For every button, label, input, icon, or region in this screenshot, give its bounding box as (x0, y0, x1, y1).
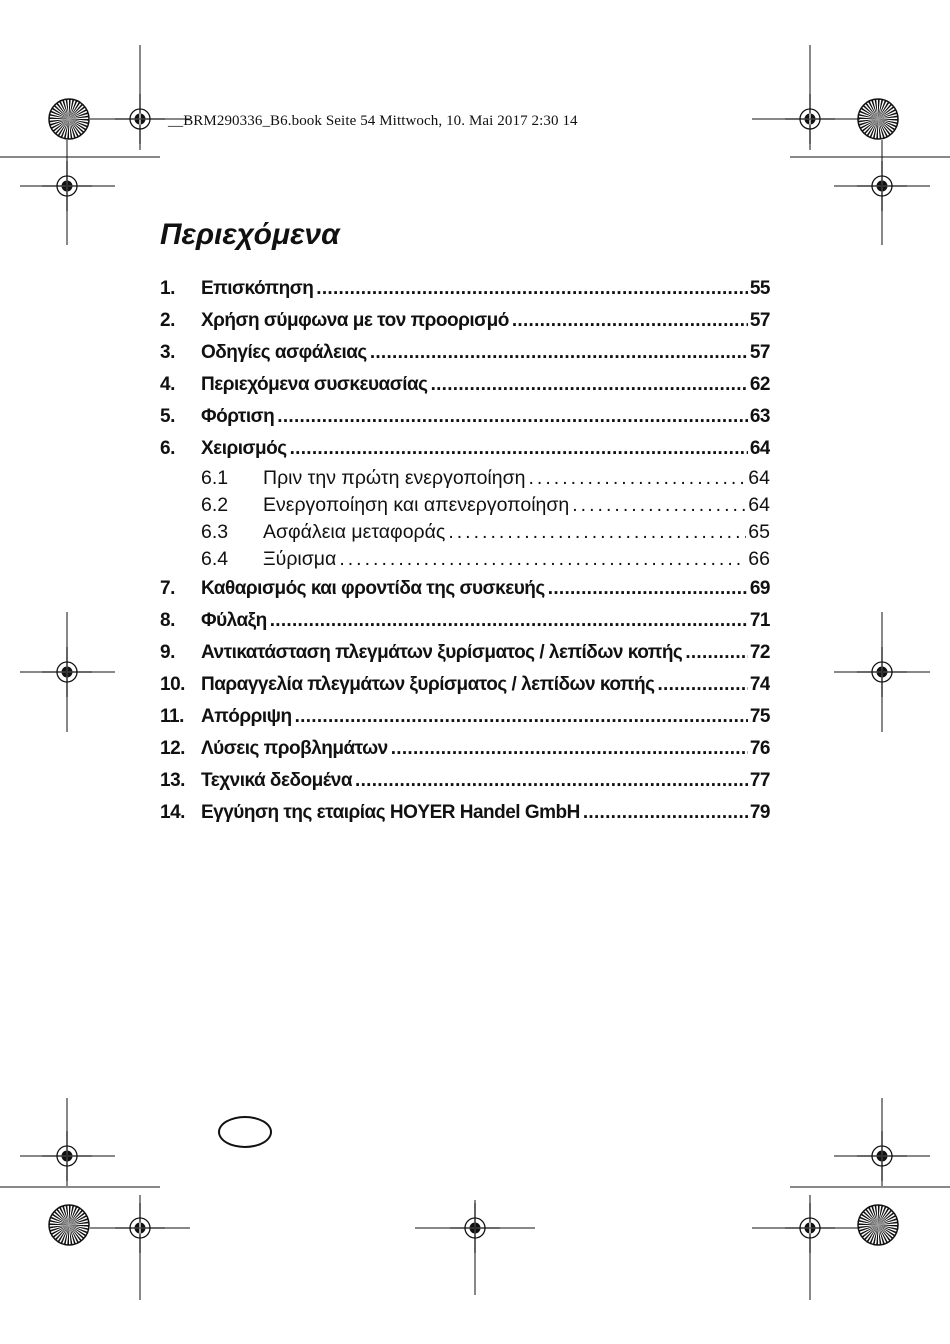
toc-entry-label: Καθαρισμός και φροντίδα της συσκευής (201, 578, 545, 599)
toc-entry-number: 9. (160, 642, 175, 663)
toc-entry (160, 797, 770, 829)
star-target-icon (858, 1205, 898, 1245)
toc-entry (160, 337, 770, 369)
toc-dot-leader (316, 273, 748, 305)
toc-dot-leader (270, 605, 748, 637)
toc-dot-leader (685, 637, 748, 669)
toc-dot-leader (277, 401, 748, 433)
toc-entry-page: 65 (748, 521, 770, 543)
toc-entry (160, 573, 770, 605)
toc-entry-number: 8. (160, 610, 175, 631)
toc-entry (160, 369, 770, 401)
toc-dot-leader (290, 433, 748, 465)
language-badge (218, 1116, 272, 1148)
toc-entry-page: 74 (749, 674, 770, 695)
toc-dot-leader (512, 305, 748, 337)
toc-entry-label: Χειρισμός (201, 438, 287, 459)
star-target-icon (49, 1205, 89, 1245)
toc-entry-number: 6. (160, 438, 175, 459)
toc-entry-page: 76 (749, 738, 770, 759)
toc-dot-leader (431, 369, 748, 401)
toc-entry-number: 6.4 (201, 548, 229, 570)
toc-dot-leader (339, 546, 746, 573)
toc-entry (160, 305, 770, 337)
toc-entry (160, 465, 770, 492)
toc-entry-page: 55 (749, 278, 770, 299)
toc-entry-page: 64 (748, 494, 770, 516)
star-target-icon (49, 99, 89, 139)
toc-entry-number: 1. (160, 278, 175, 299)
toc-entry-label: Ασφάλεια μεταφοράς (263, 521, 446, 543)
toc-entry-page: 64 (749, 438, 770, 459)
toc-entry-number: 6.1 (201, 467, 229, 489)
print-slug: __BRM290336_B6.book Seite 54 Mittwoch, 10. Mai 2017 2:30 14 (168, 113, 578, 129)
toc-entry-number: 11. (160, 706, 184, 727)
toc-entry-page: 79 (749, 802, 770, 823)
toc-entry (160, 546, 770, 573)
toc-entry (160, 733, 770, 765)
toc-entry-label: Οδηγίες ασφάλειας (201, 342, 367, 363)
toc-entry-page: 72 (749, 642, 770, 663)
toc-entry-page: 75 (749, 706, 770, 727)
toc-entry-label: Εγγύηση της εταιρίας HOYER Handel GmbH (201, 802, 580, 823)
toc-entry-number: 14. (160, 802, 185, 823)
toc-entry-label: Λύσεις προβλημάτων (201, 738, 388, 759)
toc-entry-label: Πριν την πρώτη ενεργοποίηση (263, 467, 526, 489)
toc-dot-leader (391, 733, 748, 765)
toc-entry-number: 7. (160, 578, 175, 599)
toc-entry (160, 605, 770, 637)
toc-entry-label: Ξύρισμα (263, 548, 337, 570)
toc-dot-leader (528, 465, 746, 492)
toc-entry-page: 57 (749, 310, 770, 331)
toc-entry-label: Χρήση σύμφωνα με τον προορισμό (201, 310, 509, 331)
toc-entry (160, 669, 770, 701)
toc-entry-page: 57 (749, 342, 770, 363)
toc-entry-number: 2. (160, 310, 175, 331)
toc-entry-number: 5. (160, 406, 175, 427)
toc-dot-leader (657, 669, 747, 701)
toc-entry-label: Αντικατάσταση πλεγμάτων ξυρίσματος / λεπίδων κοπής (201, 642, 683, 663)
toc-entry-number: 12. (160, 738, 185, 759)
toc-entry-number: 3. (160, 342, 175, 363)
toc-dot-leader (572, 492, 746, 519)
toc-entry-number: 6.3 (201, 521, 229, 543)
toc-entry-label: Φύλαξη (201, 610, 267, 631)
toc-entry-number: 6.2 (201, 494, 229, 516)
toc-entry (160, 433, 770, 465)
toc-entry (160, 765, 770, 797)
toc-entry (160, 273, 770, 305)
toc-entry-page: 62 (749, 374, 770, 395)
toc-entry-page: 66 (748, 548, 770, 570)
toc-dot-leader (355, 765, 748, 797)
toc-entry (160, 701, 770, 733)
toc-entry-label: Φόρτιση (201, 406, 275, 427)
toc-entry (160, 401, 770, 433)
toc-entry-number: 10. (160, 674, 185, 695)
table-of-contents (160, 273, 770, 829)
toc-dot-leader (448, 519, 746, 546)
toc-entry-label: Περιεχόμενα συσκευασίας (201, 374, 428, 395)
toc-entry-page: 69 (749, 578, 770, 599)
toc-entry (160, 637, 770, 669)
toc-entry-label: Τεχνικά δεδομένα (201, 770, 353, 791)
star-target-icon (858, 99, 898, 139)
toc-entry-page: 64 (748, 467, 770, 489)
toc-dot-leader (548, 573, 748, 605)
toc-entry-number: 13. (160, 770, 185, 791)
toc-entry-number: 4. (160, 374, 175, 395)
toc-dot-leader (583, 797, 748, 829)
toc-entry-label: Ενεργοποίηση και απενεργοποίηση (263, 494, 570, 516)
toc-entry-page: 71 (749, 610, 770, 631)
toc-entry (160, 519, 770, 546)
toc-entry-label: Επισκόπηση (201, 278, 314, 299)
toc-entry-page: 77 (749, 770, 770, 791)
toc-entry-page: 63 (749, 406, 770, 427)
toc-dot-leader (370, 337, 748, 369)
page-title: Περιεχόμενα (160, 218, 340, 251)
toc-dot-leader (295, 701, 748, 733)
toc-entry-label: Παραγγελία πλεγμάτων ξυρίσματος / λεπίδων κοπής (201, 674, 655, 695)
toc-entry-label: Απόρριψη (201, 706, 292, 727)
toc-entry (160, 492, 770, 519)
